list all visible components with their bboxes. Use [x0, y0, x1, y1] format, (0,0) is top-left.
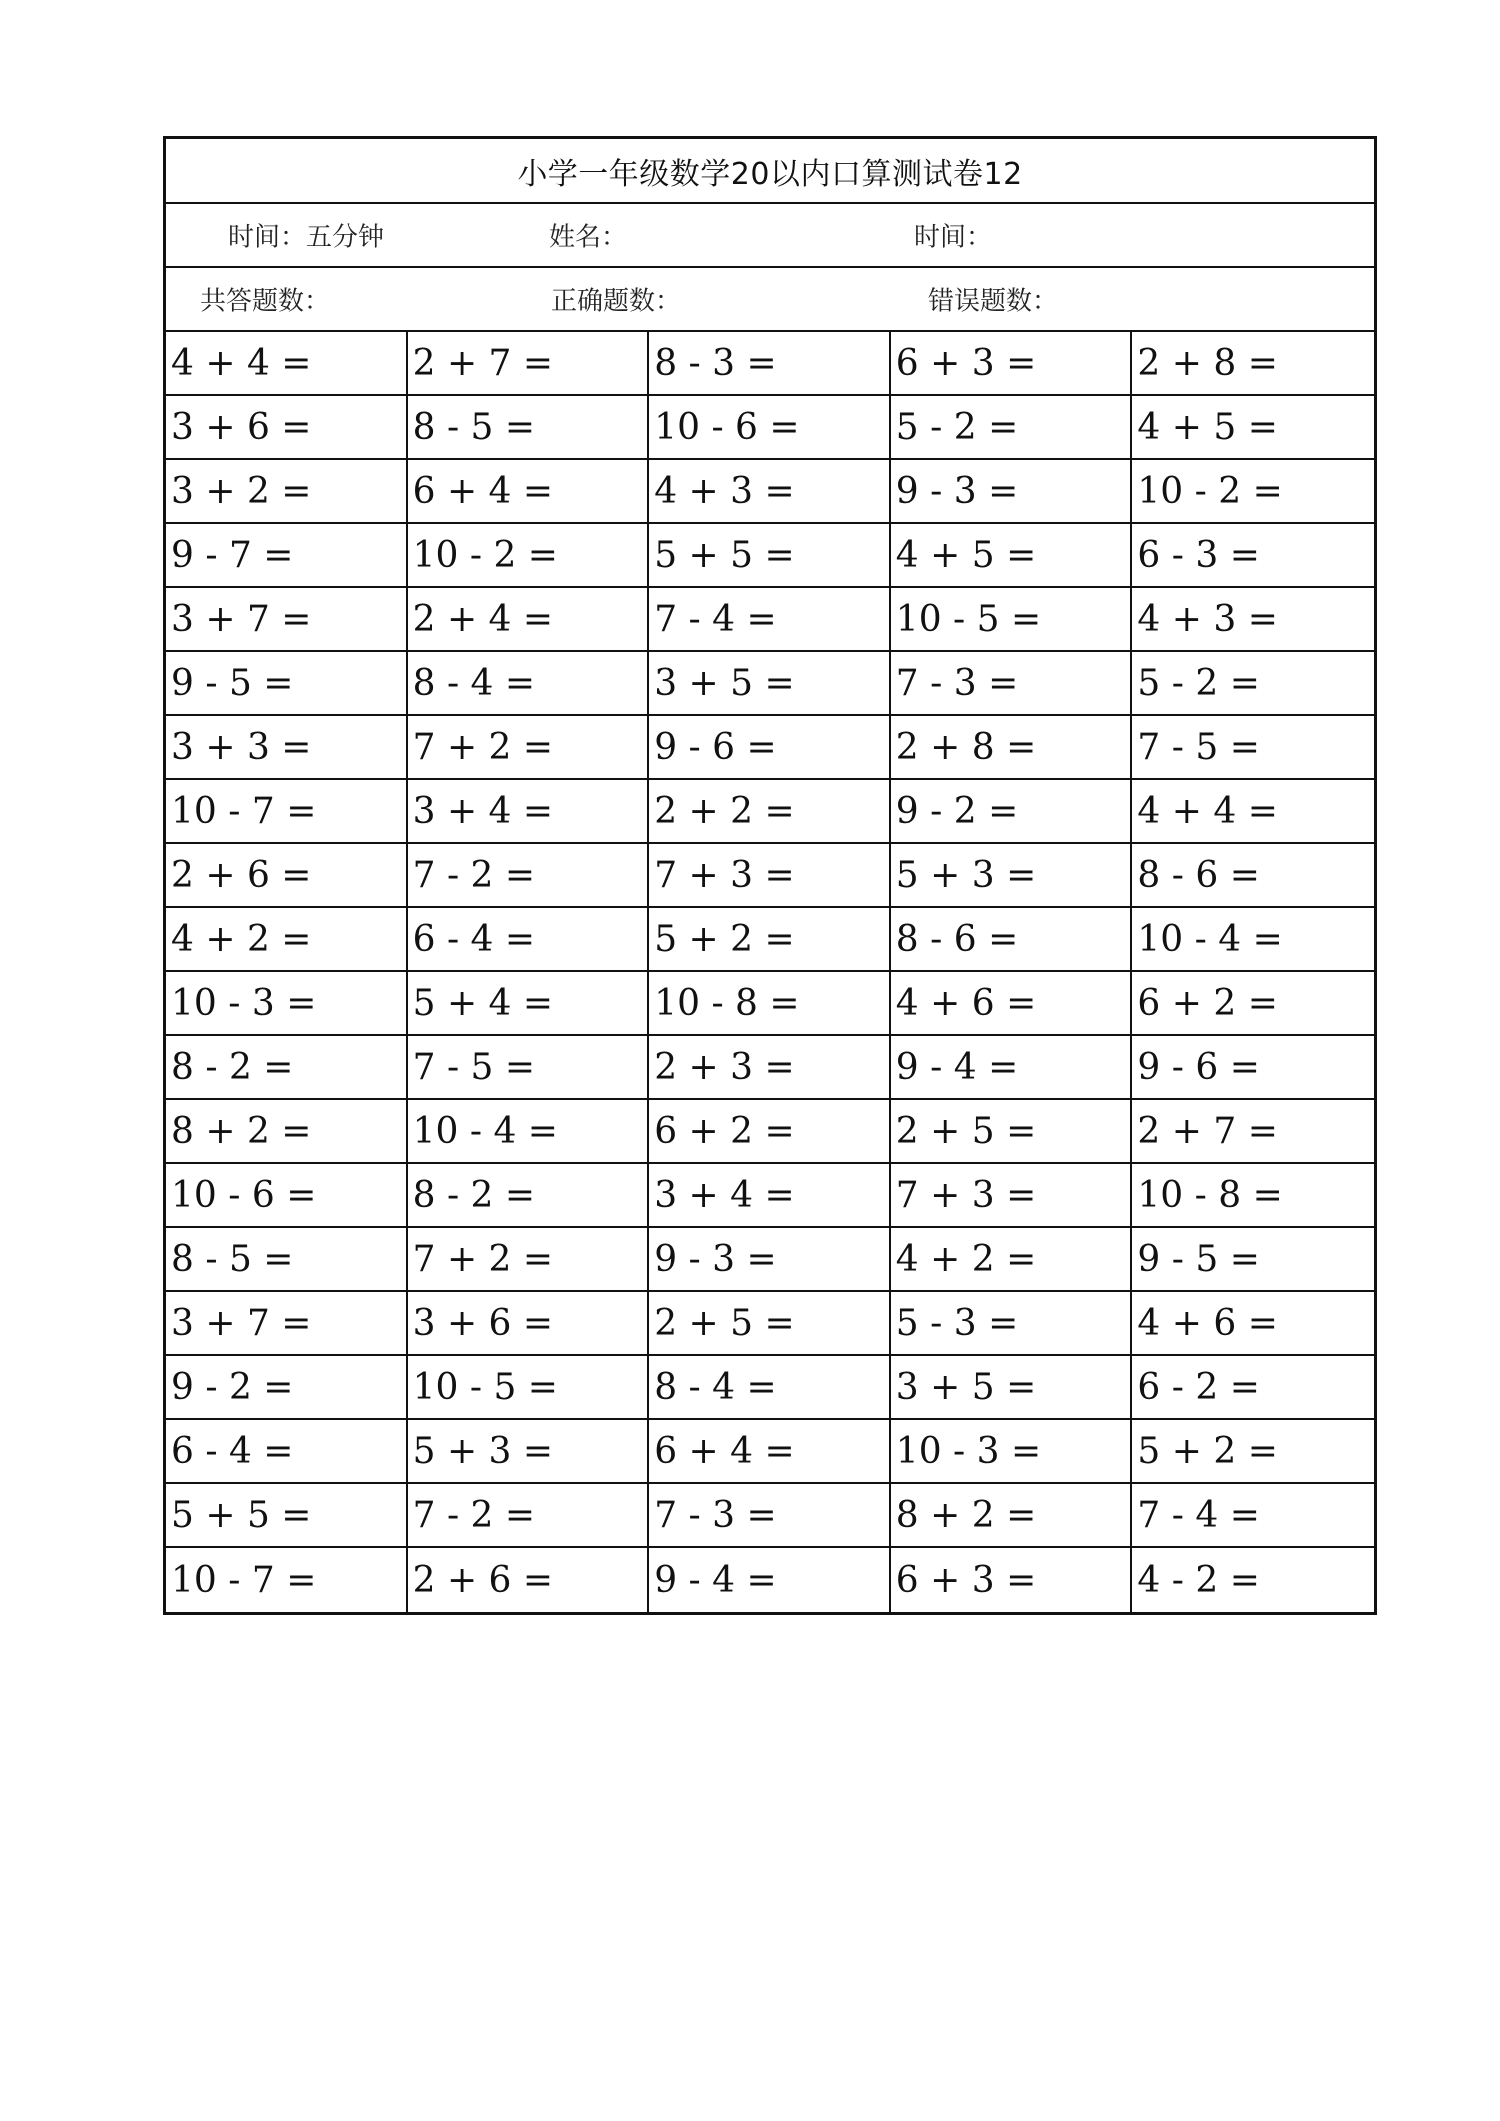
problem-cell: 8 - 5 = [166, 1228, 408, 1292]
problem-cell: 10 - 6 = [166, 1164, 408, 1228]
problem-cell: 10 - 3 = [166, 972, 408, 1036]
correct-count-label: 正确题数： [551, 286, 682, 317]
problem-cell: 5 + 3 = [891, 844, 1133, 908]
info-row-time-name [166, 204, 1374, 268]
problem-cell: 10 - 8 = [1132, 1164, 1374, 1228]
problem-cell: 7 - 4 = [649, 588, 891, 652]
problem-cell: 9 - 7 = [166, 524, 408, 588]
problem-cell: 8 - 2 = [408, 1164, 650, 1228]
info-row-scores [166, 268, 1374, 332]
problem-cell: 9 - 3 = [891, 460, 1133, 524]
problem-cell: 9 - 5 = [1132, 1228, 1374, 1292]
problem-cell: 4 + 2 = [166, 908, 408, 972]
problem-cell: 6 + 2 = [1132, 972, 1374, 1036]
problem-cell: 6 - 3 = [1132, 524, 1374, 588]
problem-cell: 3 + 4 = [408, 780, 650, 844]
problem-cell: 7 + 2 = [408, 1228, 650, 1292]
problem-cell: 6 - 4 = [166, 1420, 408, 1484]
problem-cell: 10 - 2 = [1132, 460, 1374, 524]
problem-cell: 8 - 3 = [649, 332, 891, 396]
problem-cell: 10 - 5 = [408, 1356, 650, 1420]
problem-cell: 7 - 2 = [408, 1484, 650, 1548]
problem-cell: 6 + 4 = [649, 1420, 891, 1484]
problem-cell: 7 - 3 = [891, 652, 1133, 716]
problem-cell: 4 - 2 = [1137, 1559, 1260, 1601]
problem-cell: 3 + 7 = [166, 1292, 408, 1356]
problem-cell: 6 + 2 = [649, 1100, 891, 1164]
problem-cell: 10 - 8 = [649, 972, 891, 1036]
problem-cell: 10 - 5 = [891, 588, 1133, 652]
problem-cell: 2 + 4 = [408, 588, 650, 652]
problem-cell: 4 + 2 = [891, 1228, 1133, 1292]
problem-cell: 4 + 5 = [1132, 396, 1374, 460]
problem-cell: 9 - 5 = [166, 652, 408, 716]
time-limit-label: 时间：五分钟 [228, 222, 385, 253]
problem-cell: 2 + 2 = [649, 780, 891, 844]
problem-cell: 8 + 2 = [166, 1100, 408, 1164]
problem-cell: 3 + 5 = [891, 1356, 1133, 1420]
problem-cell: 2 + 8 = [1132, 332, 1374, 396]
problem-cell: 9 - 3 = [649, 1228, 891, 1292]
problem-cell: 2 + 6 = [408, 1548, 650, 1612]
problem-cell: 7 + 2 = [408, 716, 650, 780]
problem-cell: 6 - 4 = [408, 908, 650, 972]
problem-cell: 4 + 3 = [1132, 588, 1374, 652]
wrong-count-label: 错误题数： [928, 286, 1059, 317]
problem-cell: 2 + 5 = [891, 1100, 1133, 1164]
problem-cell: 9 - 2 = [166, 1356, 408, 1420]
problem-cell: 3 + 7 = [166, 588, 408, 652]
problem-cell: 9 - 4 = [649, 1548, 891, 1612]
problem-cell: 7 - 5 = [1132, 716, 1374, 780]
problem-cell: 3 + 5 = [649, 652, 891, 716]
problem-cell: 3 + 2 = [166, 460, 408, 524]
problem-cell: 10 - 4 = [408, 1100, 650, 1164]
time-label: 时间： [914, 222, 993, 253]
total-answered-label: 共答题数： [200, 286, 331, 317]
problem-cell: 8 - 4 = [649, 1356, 891, 1420]
problem-cell: 2 + 6 = [166, 844, 408, 908]
problem-cell: 3 + 6 = [166, 396, 408, 460]
problem-cell: 5 - 2 = [891, 396, 1133, 460]
problem-cell: 6 - 2 = [1132, 1356, 1374, 1420]
problem-cell: 4 + 6 = [891, 972, 1133, 1036]
problem-cell: 5 + 3 = [408, 1420, 650, 1484]
problem-cell: 2 + 7 = [1132, 1100, 1374, 1164]
problem-cell: 6 + 4 = [408, 460, 650, 524]
problem-cell: 3 + 6 = [408, 1292, 650, 1356]
problem-cell: 4 + 5 = [891, 524, 1133, 588]
problem-cell: 5 + 5 = [166, 1484, 408, 1548]
problem-cell: 7 + 3 = [649, 844, 891, 908]
problem-cell: 7 - 4 = [1132, 1484, 1374, 1548]
problem-cell: 10 - 7 = [166, 780, 408, 844]
worksheet-title: 小学一年级数学20以内口算测试卷12 [166, 139, 1374, 204]
problem-cell: 7 + 3 = [891, 1164, 1133, 1228]
problem-cell: 5 + 4 = [408, 972, 650, 1036]
problem-cell: 4 + 3 = [649, 460, 891, 524]
problem-cell: 9 - 4 = [891, 1036, 1133, 1100]
problem-cell: 8 - 4 = [408, 652, 650, 716]
problem-cell: 4 + 4 = [1132, 780, 1374, 844]
problem-cell: 5 - 2 = [1132, 652, 1374, 716]
worksheet [163, 136, 1377, 1615]
problem-cell: 4 + 6 = [1132, 1292, 1374, 1356]
problem-cell: 9 - 6 = [649, 716, 891, 780]
problem-cell: 2 + 5 = [649, 1292, 891, 1356]
problem-grid [166, 332, 1374, 1612]
problem-cell: 2 + 7 = [408, 332, 650, 396]
problem-cell: 8 - 5 = [408, 396, 650, 460]
problem-cell: 3 + 4 = [649, 1164, 891, 1228]
problem-cell: 7 - 5 = [408, 1036, 650, 1100]
problem-cell: 5 + 2 = [649, 908, 891, 972]
problem-cell: 5 + 5 = [649, 524, 891, 588]
problem-cell: 6 + 3 = [891, 1548, 1133, 1612]
problem-cell: 8 - 6 = [1132, 844, 1374, 908]
problem-cell: 10 - 3 = [891, 1420, 1133, 1484]
problem-cell: 8 - 2 = [166, 1036, 408, 1100]
problem-cell: 10 - 7 = [166, 1548, 408, 1612]
problem-cell: 10 - 2 = [408, 524, 650, 588]
problem-cell: 3 + 3 = [166, 716, 408, 780]
problem-cell: 5 + 2 = [1132, 1420, 1374, 1484]
problem-cell: 6 + 3 = [891, 332, 1133, 396]
problem-cell: 8 - 6 = [891, 908, 1133, 972]
name-label: 姓名： [549, 222, 628, 253]
problem-cell: 4 + 4 = [166, 332, 408, 396]
problem-cell: 10 - 6 = [649, 396, 891, 460]
problem-cell: 9 - 2 = [891, 780, 1133, 844]
problem-cell: 9 - 6 = [1132, 1036, 1374, 1100]
problem-cell: 7 - 3 = [649, 1484, 891, 1548]
problem-cell: 5 - 3 = [891, 1292, 1133, 1356]
problem-cell: 8 + 2 = [891, 1484, 1133, 1548]
problem-cell: 2 + 8 = [891, 716, 1133, 780]
problem-cell: 7 - 2 = [408, 844, 650, 908]
problem-cell: 10 - 4 = [1132, 908, 1374, 972]
problem-cell: 2 + 3 = [649, 1036, 891, 1100]
